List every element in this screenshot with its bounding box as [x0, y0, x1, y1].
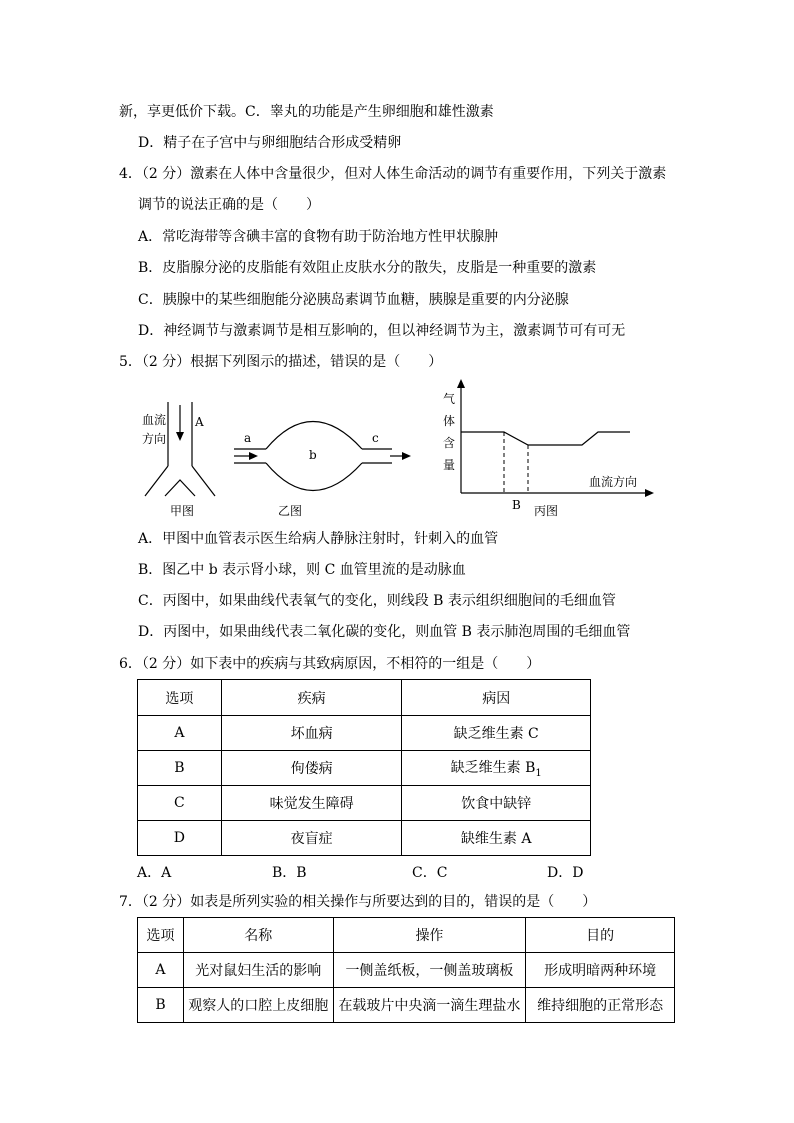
text-line-continuation: 新，享更低价下载。C．睾丸的功能是产生卵细胞和雄性激素 [119, 104, 494, 120]
jia-branch-left-outer [145, 466, 168, 496]
table-cell-option: B [138, 751, 222, 786]
table-cell-option: D [138, 821, 222, 856]
table-cell-name: 观察人的口腔上皮细胞 [183, 988, 333, 1023]
table-cell-option: A [138, 953, 184, 988]
table-cell-purpose: 形成明暗两种环境 [526, 953, 675, 988]
yi-label-c: c [372, 431, 379, 445]
yi-caption: 乙图 [278, 504, 303, 518]
bing-x-label: 血流方向 [589, 475, 638, 489]
question-6-stem: 6．（2 分）如下表中的疾病与其致病原因，不相符的一组是（ ） [119, 656, 541, 672]
table-cell-disease: 味觉发生障碍 [221, 786, 402, 821]
table-header-row [138, 680, 591, 716]
table-row [138, 716, 591, 751]
question-4-stem: 4．（2 分）激素在人体中含量很少，但对人体生命活动的调节有重要作用，下列关于激素 [119, 166, 667, 182]
yi-ball-top [266, 422, 362, 450]
yi-label-a: a [244, 431, 252, 445]
question-7-stem: 7．（2 分）如表是所列实验的相关操作与所要达到的目的，错误的是（ ） [119, 894, 597, 910]
figure-yi [234, 422, 411, 519]
jia-branch-inner [165, 480, 195, 496]
bing-x-arrow [645, 489, 654, 497]
option-d-prev-question: D．精子在子宫中与卵细胞结合形成受精卵 [138, 135, 402, 151]
table-cell-operation: 一侧盖纸板，一侧盖玻璃板 [333, 953, 526, 988]
question-7-table [137, 917, 675, 1023]
question-6-answer-a: A．A [137, 865, 172, 881]
jia-label-direction: 方向 [142, 432, 167, 446]
question-5-option-a: A．甲图中血管表示医生给病人静脉注射时，针刺入的血管 [138, 531, 499, 547]
bing-curve [461, 432, 630, 445]
question-5-option-d: D．丙图中，如果曲线代表二氧化碳的变化，则血管 B 表示肺泡周围的毛细血管 [138, 624, 631, 640]
table-header-disease: 疾病 [221, 680, 402, 716]
table-header-cause: 病因 [402, 680, 591, 716]
table-cell-disease: 佝偻病 [221, 751, 402, 786]
question-4-option-c: C．胰腺中的某些细胞能分泌胰岛素调节血糖，胰腺是重要的内分泌腺 [138, 292, 569, 308]
yi-ball-bottom [266, 463, 362, 491]
jia-branch-right-outer [192, 466, 215, 496]
question-4-stem-cont: 调节的说法正确的是（ ） [138, 197, 320, 213]
question-6-table [137, 679, 591, 856]
bing-caption: 丙图 [534, 504, 559, 518]
question-6-answer-d: D．D [547, 865, 584, 881]
table-row [138, 786, 591, 821]
question-4-option-b: B．皮脂腺分泌的皮脂能有效阻止皮肤水分的散失，皮脂是一种重要的激素 [138, 260, 597, 276]
bing-y-label-3: 含 [443, 436, 456, 450]
yi-in-arrow-head [249, 452, 258, 460]
table-cell-cause: 缺维生素 A [402, 821, 591, 856]
table-header-option: 选项 [138, 680, 222, 716]
table-header-name: 名称 [183, 918, 333, 953]
figure-bing [443, 379, 654, 518]
cause-text: 缺乏维生素 B [450, 760, 536, 777]
question-4-option-a: A．常吃海带等含碘丰富的食物有助于防治地方性甲状腺肿 [138, 229, 499, 245]
jia-label-flow: 血流 [142, 413, 167, 427]
question-4-option-d: D．神经调节与激素调节是相互影响的，但以神经调节为主，激素调节可有可无 [138, 323, 626, 339]
jia-label-A: A [195, 415, 204, 429]
table-row [138, 988, 675, 1023]
bing-y-label-2: 体 [443, 414, 456, 428]
table-cell-option: C [138, 786, 222, 821]
table-row [138, 821, 591, 856]
jia-flow-arrow-head [176, 432, 184, 441]
table-header-operation: 操作 [333, 918, 526, 953]
table-cell-option: A [138, 716, 222, 751]
table-cell-operation: 在载玻片中央滴一滴生理盐水 [333, 988, 526, 1023]
table-cell-purpose: 维持细胞的正常形态 [526, 988, 675, 1023]
table-cell-name: 光对鼠妇生活的影响 [183, 953, 333, 988]
table-row [138, 751, 591, 786]
question-5-stem: 5．（2 分）根据下列图示的描述，错误的是（ ） [119, 354, 443, 370]
table-row [138, 953, 675, 988]
figure-jia [142, 402, 215, 518]
question-6-answer-c: C．C [412, 865, 448, 881]
table-cell-option: B [138, 988, 184, 1023]
table-cell-disease: 坏血病 [221, 716, 402, 751]
bing-y-label-1: 气 [443, 392, 456, 406]
yi-out-arrow-head [402, 452, 411, 460]
bing-y-arrow [457, 379, 465, 388]
bing-label-B: B [512, 498, 521, 512]
bing-y-label-4: 量 [443, 458, 456, 472]
table-header-option: 选项 [138, 918, 184, 953]
question-6-answer-b: B．B [272, 865, 307, 881]
jia-caption: 甲图 [170, 504, 195, 518]
table-cell-cause: 缺乏维生素 C [402, 716, 591, 751]
table-header-purpose: 目的 [526, 918, 675, 953]
question-5-option-b: B．图乙中 b 表示肾小球，则 C 血管里流的是动脉血 [138, 562, 466, 578]
yi-label-b: b [309, 448, 317, 462]
table-cell-disease: 夜盲症 [221, 821, 402, 856]
table-cell-cause: 饮食中缺锌 [402, 786, 591, 821]
table-cell-cause [402, 751, 591, 786]
question-5-option-c: C．丙图中，如果曲线代表氧气的变化，则线段 B 表示组织细胞间的毛细血管 [138, 593, 616, 609]
cause-subscript: 1 [535, 767, 542, 779]
table-header-row [138, 918, 675, 953]
